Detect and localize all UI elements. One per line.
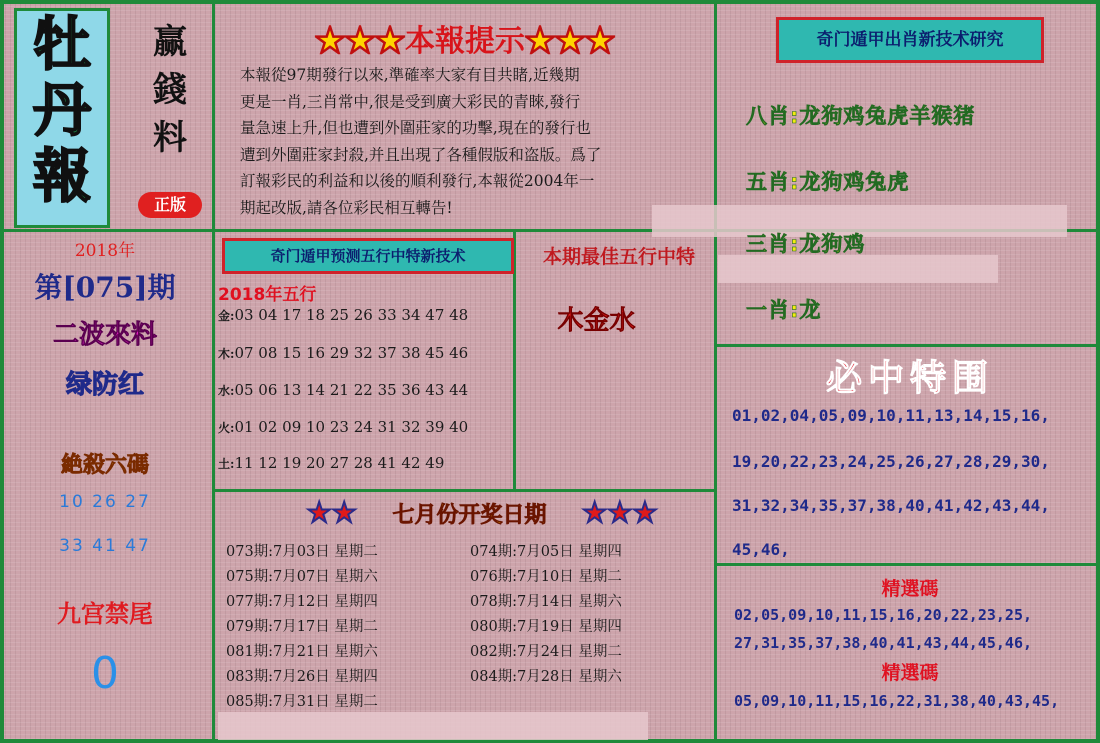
element-numbers: 07 08 15 16 29 32 37 38 45 46 — [234, 344, 469, 362]
must-hit-numbers: 01,02,04,05,09,10,11,13,14,15,16, — [732, 406, 1050, 425]
element-label: 水: — [218, 384, 235, 398]
best-element-value: 木金水 — [557, 306, 636, 336]
element-numbers: 05 06 13 14 21 22 35 36 43 44 — [234, 381, 469, 399]
masthead-logo — [14, 8, 110, 228]
win-money-char: 錢 — [153, 70, 187, 110]
zodiac-title: 奇门遁甲出肖新技术研究 — [776, 17, 1044, 63]
issue-number: 第[075]期 — [34, 271, 176, 304]
masthead-char: 牡 — [32, 10, 91, 78]
kill-numbers-row: 33 41 47 — [59, 536, 151, 556]
zodiac-line: 三肖:龙狗鸡 — [746, 232, 866, 256]
wuxing-row — [218, 454, 444, 472]
wuxing-row — [218, 306, 468, 324]
notice-line: 本報從97期發行以來,準確率大家有目共睹,近幾期 — [240, 66, 580, 84]
draw-dates-title-text: 七月份开奖日期 — [392, 503, 547, 528]
star-icon: ★★ — [306, 496, 357, 529]
best-element-title: 本期最佳五行中特 — [542, 246, 695, 268]
draw-date: 083期:7月26日 星期四 — [226, 669, 378, 685]
selected-codes: 27,31,35,37,38,40,41,43,44,45,46, — [734, 634, 1033, 652]
notice-line: 更是一肖,三肖常中,很是受到廣大彩民的青睞,發行 — [240, 92, 581, 111]
grid-line — [212, 489, 716, 492]
selected-codes: 02,05,09,10,11,15,16,20,22,23,25, — [734, 606, 1033, 624]
draw-date: 073期:7月03日 星期二 — [226, 544, 378, 560]
kill-numbers-row: 10 26 27 — [59, 492, 151, 512]
draw-date: 080期:7月19日 星期四 — [470, 619, 622, 635]
draw-date: 081期:7月21日 星期六 — [226, 644, 378, 660]
draw-date: 079期:7月17日 星期二 — [226, 619, 378, 635]
year-label: 2018年 — [74, 241, 136, 261]
must-hit-numbers: 45,46, — [732, 540, 790, 559]
notice-body — [240, 62, 708, 221]
selected-codes: 05,09,10,11,15,16,22,31,38,40,43,45, — [734, 692, 1060, 710]
star-icon: ★★★ — [525, 24, 615, 59]
grid-line — [714, 344, 1100, 347]
masthead-char: 丹 — [32, 76, 91, 144]
notice-title — [300, 16, 630, 60]
wuxing-year: 2018年五行 — [218, 285, 317, 305]
notice-line: 期起改版,請各位彩民相互轉告! — [240, 198, 453, 217]
notice-line: 遭到外圍莊家封殺,并且出現了各種假版和盗版。爲了 — [240, 145, 602, 164]
blank-strip — [218, 712, 648, 740]
element-label: 木: — [218, 347, 235, 361]
element-label: 金: — [218, 309, 235, 323]
kill-six-title: 絶殺六碼 — [60, 452, 149, 478]
win-money-char: 赢 — [153, 22, 187, 62]
draw-date: 076期:7月10日 星期二 — [470, 569, 622, 585]
wuxing-row — [218, 381, 468, 399]
star-icon: ★★★ — [582, 496, 658, 529]
star-icon: ★★★ — [315, 24, 405, 59]
draw-date: 077期:7月12日 星期四 — [226, 594, 378, 610]
second-wave-label: 二波來料 — [52, 320, 157, 350]
must-hit-numbers: 19,20,22,23,24,25,26,27,28,29,30, — [732, 452, 1050, 471]
win-money-title — [140, 18, 200, 162]
nine-palace-title: 九宫禁尾 — [57, 599, 153, 628]
draw-date: 084期:7月28日 星期六 — [470, 669, 622, 685]
element-numbers: 01 02 09 10 23 24 31 32 39 40 — [234, 418, 469, 436]
grid-line — [714, 0, 717, 743]
notice-line: 量急速上升,但也遭到外圍莊家的功擊,現在的發行也 — [240, 119, 591, 137]
draw-date: 085期:7月31日 星期二 — [226, 694, 378, 710]
draw-date: 075期:7月07日 星期六 — [226, 569, 378, 585]
banned-tail-digit: 0 — [91, 648, 119, 699]
wuxing-row — [218, 418, 468, 436]
draw-date: 082期:7月24日 星期二 — [470, 644, 622, 660]
grid-line — [212, 0, 215, 743]
color-tip: 绿防红 — [65, 370, 144, 400]
element-numbers: 11 12 19 20 27 28 41 42 49 — [234, 454, 445, 472]
grid-line — [0, 0, 1100, 4]
element-label: 火: — [218, 421, 235, 435]
element-label: 土: — [218, 457, 235, 471]
zodiac-line: 一肖:龙 — [746, 298, 822, 322]
selected-codes-title: 精選碼 — [881, 662, 939, 684]
notice-title-text: 本報提示 — [405, 24, 525, 59]
genuine-badge: 正版 — [138, 192, 202, 218]
grid-line — [714, 563, 1100, 566]
blank-strip — [718, 255, 998, 283]
notice-line: 訂報彩民的利益和以後的順利發行,本報從2004年一 — [240, 172, 595, 190]
element-numbers: 03 04 17 18 25 26 33 34 47 48 — [234, 306, 469, 324]
wuxing-row — [218, 344, 468, 362]
zodiac-line: 五肖:龙狗鸡兔虎 — [746, 170, 910, 194]
masthead-char: 報 — [32, 142, 91, 210]
win-money-char: 料 — [153, 118, 187, 158]
must-hit-title: 必中特围 — [825, 357, 994, 399]
selected-codes-title: 精選碼 — [881, 578, 939, 600]
wuxing-title: 奇门遁甲预测五行中特新技术 — [222, 238, 514, 274]
draw-date: 078期:7月14日 星期六 — [470, 594, 622, 610]
draw-dates-title — [262, 496, 702, 529]
draw-date: 074期:7月05日 星期四 — [470, 544, 622, 560]
zodiac-line: 八肖:龙狗鸡兔虎羊猴猪 — [746, 104, 976, 128]
must-hit-numbers: 31,32,34,35,37,38,40,41,42,43,44, — [732, 496, 1050, 515]
